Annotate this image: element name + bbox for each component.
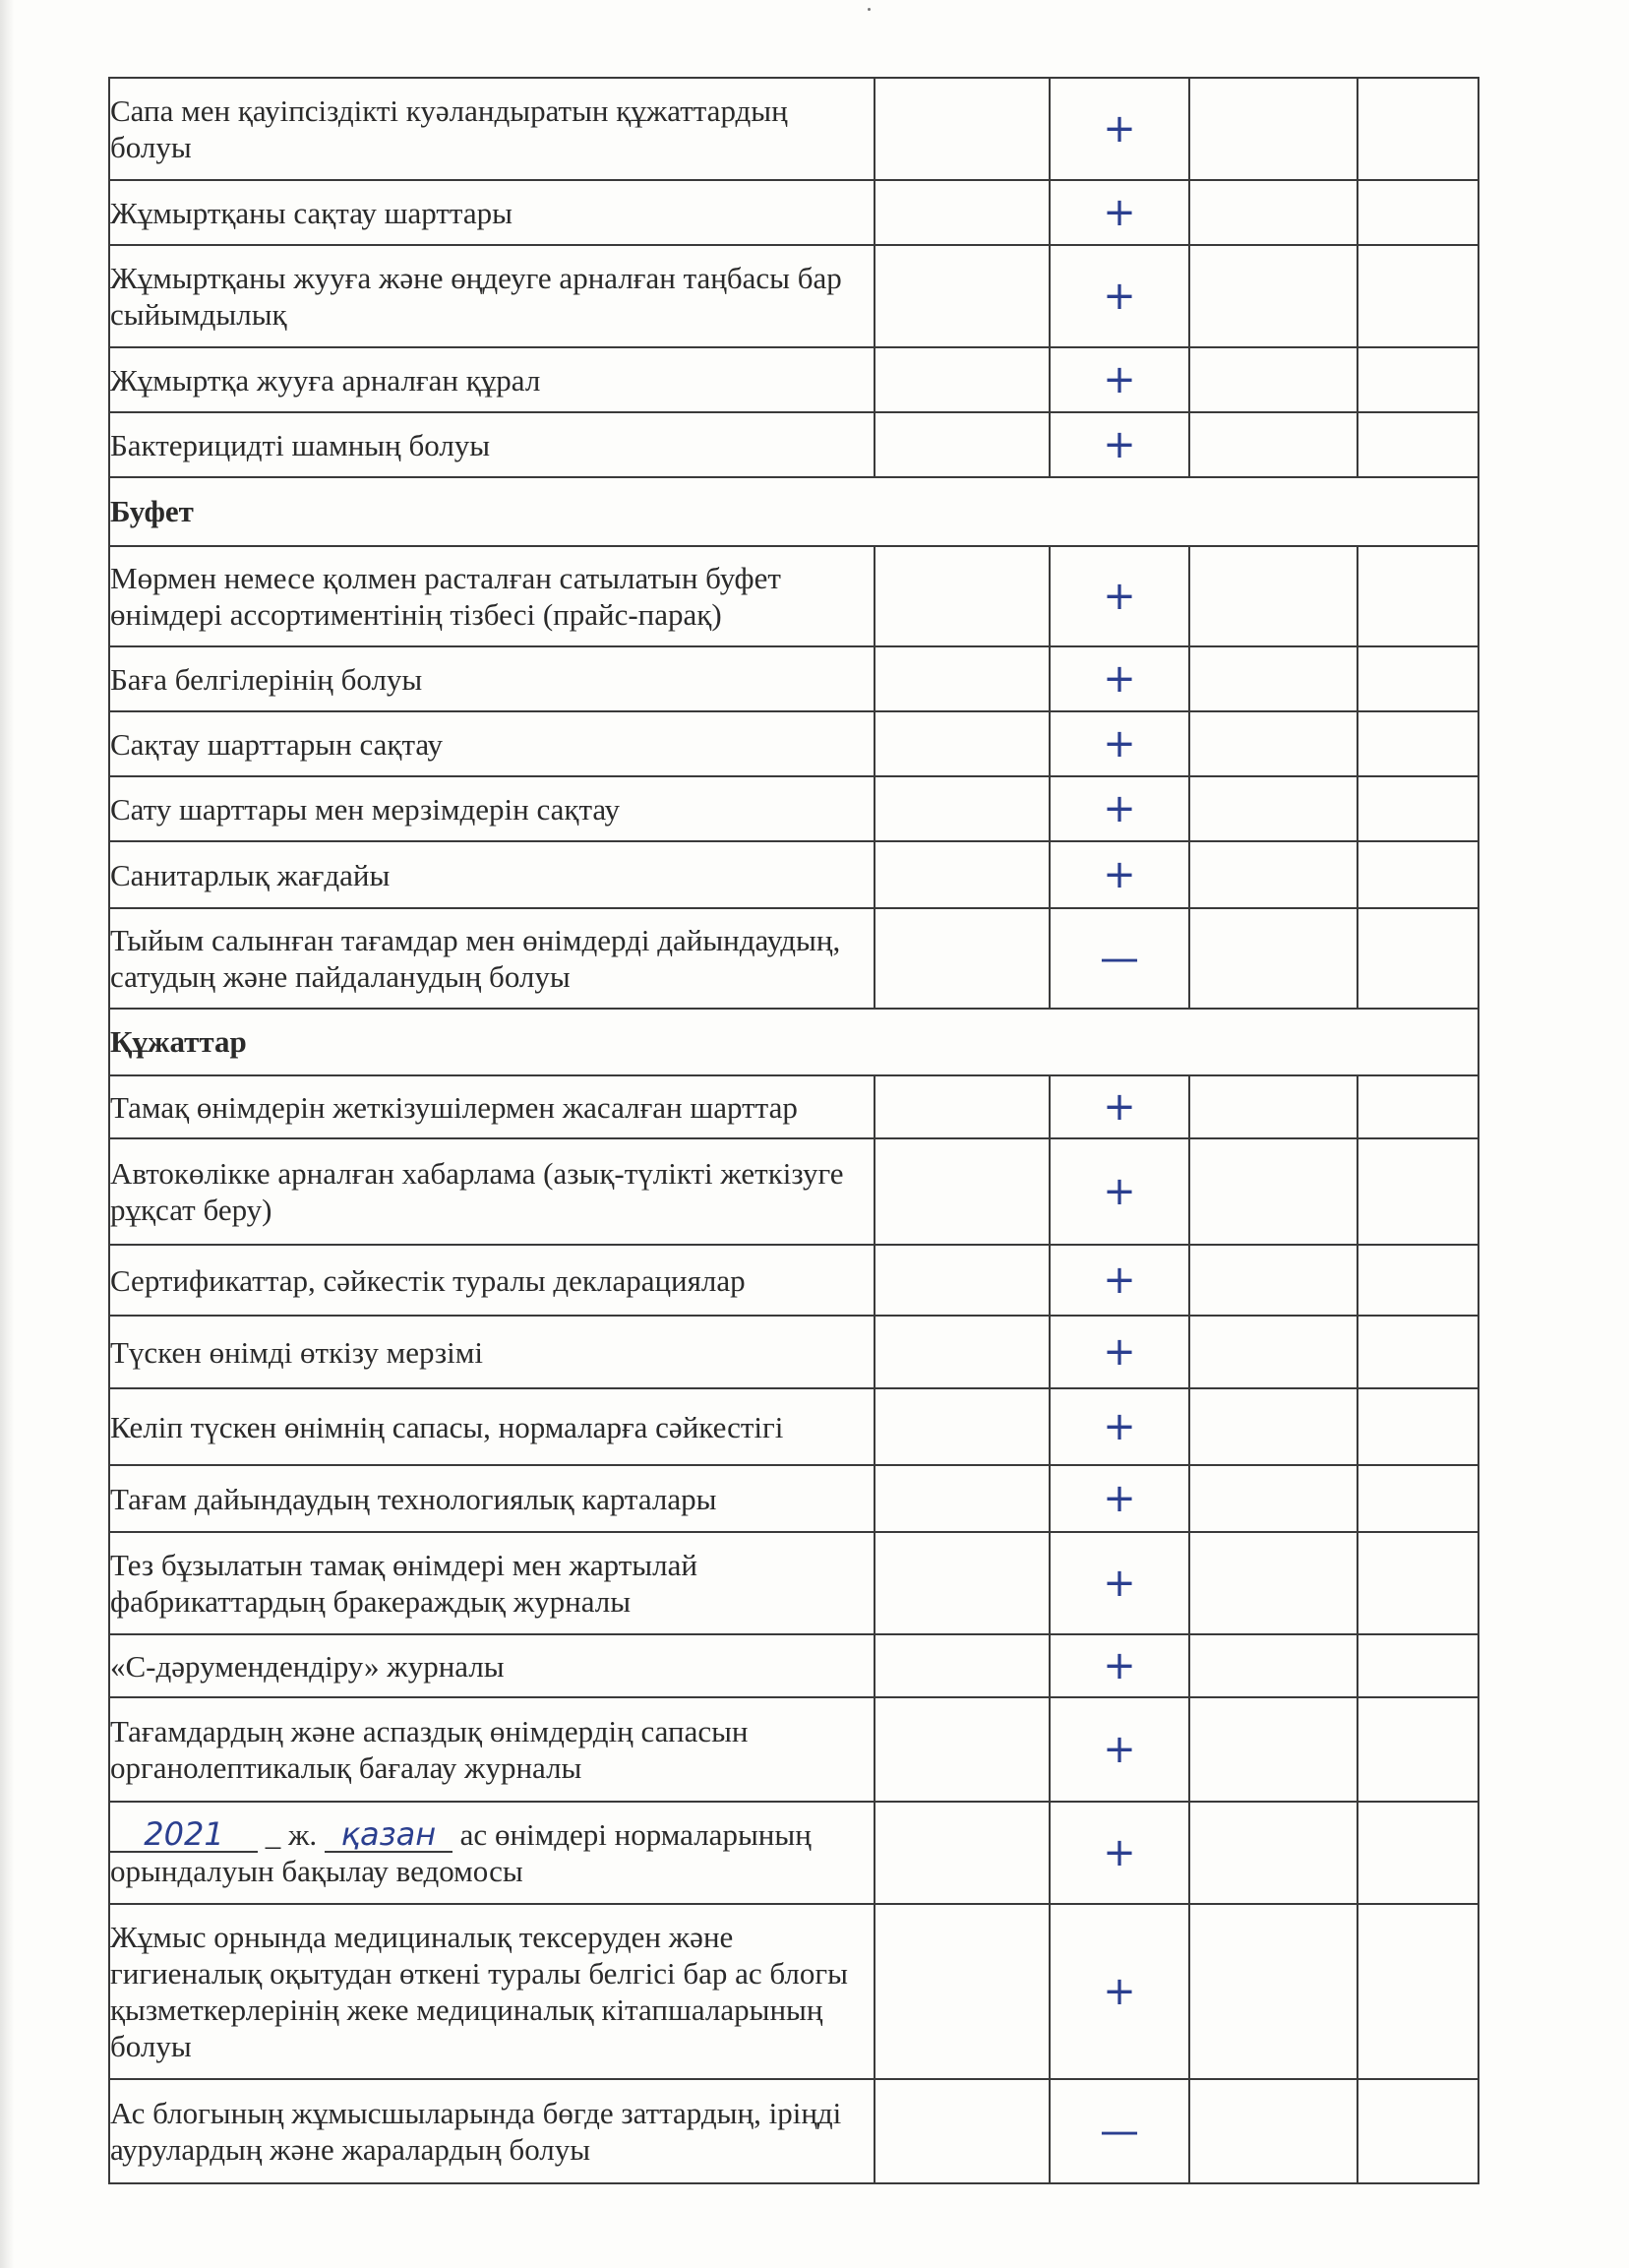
mark-cell [1050,1634,1189,1697]
handwritten-plus-mark: + [1103,1476,1136,1521]
mark-cell [1050,1075,1189,1138]
blank-cell [1189,908,1358,1009]
blank-cell [1189,1634,1358,1697]
blank-cell [1358,841,1478,908]
handwritten-plus-mark: + [1103,1643,1136,1688]
handwritten-plus-mark: + [1103,786,1136,831]
table-row [109,1634,1478,1697]
blank-cell [1189,1802,1358,1904]
mark-cell [1050,1138,1189,1245]
table-row [109,1532,1478,1634]
blank-cell [1189,1075,1358,1138]
table-row [109,711,1478,776]
blank-cell [1189,78,1358,180]
table-row [109,347,1478,412]
blank-cell [875,908,1050,1009]
blank-cell [1358,412,1478,477]
mark-cell [1050,1316,1189,1388]
blank-cell [1358,1138,1478,1245]
year-blank [110,1815,258,1853]
table-row [109,1245,1478,1316]
blank-cell [875,646,1050,711]
mark-cell [1050,841,1189,908]
blank-cell [875,1697,1050,1802]
blank-cell [875,180,1050,245]
table-row [109,776,1478,841]
blank-cell [875,1532,1050,1634]
table-row [109,1138,1478,1245]
handwritten-plus-mark: + [1103,1561,1136,1606]
mark-cell [1050,776,1189,841]
item-label: Жұмыртқаны сақтау шарттары [109,180,875,245]
scan-speck [868,8,871,11]
table-row [109,1697,1478,1802]
handwritten-dash-mark: — [1100,936,1139,981]
handwritten-plus-mark: + [1103,190,1136,235]
table-row [109,2079,1478,2183]
blank-cell [1358,1075,1478,1138]
handwritten-plus-mark: + [1103,656,1136,702]
month-blank [325,1815,452,1853]
item-label: Келіп түскен өнімнің сапасы, нормаларға сәйкестігі [109,1388,875,1465]
blank-cell [875,2079,1050,2183]
table-row [109,245,1478,347]
item-label: Тағамдардың және аспаздық өнімдердің сапасын органолептикалық бағалау журналы [109,1697,875,1802]
blank-cell [1358,711,1478,776]
handwritten-plus-mark: + [1103,422,1136,467]
blank-cell [875,412,1050,477]
handwritten-plus-mark: + [1103,1727,1136,1772]
blank-cell [1189,2079,1358,2183]
blank-cell [875,1634,1050,1697]
section-heading: Буфет [109,477,1478,546]
item-label: Сақтау шарттарын сақтау [109,711,875,776]
handwritten-plus-mark: + [1103,1969,1136,2014]
blank-cell [1189,347,1358,412]
blank-cell [1358,776,1478,841]
table-row [109,180,1478,245]
item-label [109,1802,875,1904]
blank-cell [1189,1465,1358,1532]
mark-cell [1050,711,1189,776]
blank-cell [1189,841,1358,908]
handwritten-plus-mark: + [1103,852,1136,897]
blank-cell [875,78,1050,180]
blank-cell [1189,1904,1358,2079]
blank-cell [875,776,1050,841]
table-row [109,1465,1478,1532]
blank-cell [1358,908,1478,1009]
item-label: Жұмыртқа жууға арналған құрал [109,347,875,412]
blank-cell [1189,1138,1358,1245]
mark-cell [1050,908,1189,1009]
blank-cell [1358,78,1478,180]
item-label: Сертификаттар, сәйкестік туралы декларациялар [109,1245,875,1316]
table-row [109,1904,1478,2079]
item-label: Ас блогының жұмысшыларында бөгде заттардың, іріңді аурулардың және жаралардың болуы [109,2079,875,2183]
handwritten-year: 2021 [144,1815,224,1853]
mark-cell [1050,180,1189,245]
blank-cell [1358,1388,1478,1465]
table-row [109,841,1478,908]
blank-cell [1358,347,1478,412]
item-label: «С-дәрумендендіру» журналы [109,1634,875,1697]
blank-cell [875,245,1050,347]
blank-cell [1358,180,1478,245]
handwritten-plus-mark: + [1103,1257,1136,1303]
handwritten-plus-mark: + [1103,1084,1136,1130]
item-label: Баға белгілерінің болуы [109,646,875,711]
table-row [109,1075,1478,1138]
blank-cell [1358,1904,1478,2079]
blank-cell [875,546,1050,646]
mark-cell [1050,347,1189,412]
blank-cell [1189,412,1358,477]
mark-cell [1050,1245,1189,1316]
item-label: Тыйым салынған тағамдар мен өнімдерді дайындаудың, сатудың және пайдаланудың болуы [109,908,875,1009]
item-label: Тамақ өнімдерін жеткізушілермен жасалған шарттар [109,1075,875,1138]
table-row [109,646,1478,711]
handwritten-plus-mark: + [1103,1404,1136,1449]
blank-cell [1189,646,1358,711]
blank-cell [1358,1245,1478,1316]
mark-cell [1050,1904,1189,2079]
handwritten-dash-mark: — [1100,2109,1139,2154]
mark-cell [1050,2079,1189,2183]
blank-cell [1189,776,1358,841]
handwritten-plus-mark: + [1103,1169,1136,1214]
table-row [109,1802,1478,1904]
table-row [109,78,1478,180]
blank-cell [875,1802,1050,1904]
blank-cell [875,1075,1050,1138]
blank-cell [1358,2079,1478,2183]
mark-cell [1050,1532,1189,1634]
handwritten-plus-mark: + [1103,106,1136,152]
blank-cell [875,1138,1050,1245]
blank-cell [1358,1697,1478,1802]
mark-cell [1050,245,1189,347]
item-label: Жұмыс орнында медициналық тексеруден және гигиеналық оқытудан өткені туралы белгісі бар ас блогы қызметкерлерінің жеке медициналық кітапшаларының болуы [109,1904,875,2079]
item-label: Сату шарттары мен мерзімдерін сақтау [109,776,875,841]
handwritten-plus-mark: + [1103,1329,1136,1375]
blank-cell [875,1465,1050,1532]
blank-cell [875,347,1050,412]
blank-cell [875,711,1050,776]
inspection-checklist-table [108,77,1479,2184]
blank-cell [1189,180,1358,245]
item-label: Тез бұзылатын тамақ өнімдері мен жартылай фабрикаттардың бракераждық журналы [109,1532,875,1634]
section-row [109,1009,1478,1075]
table-row [109,908,1478,1009]
blank-cell [1358,245,1478,347]
item-label: Автокөлікке арналған хабарлама (азық-түлікті жеткізуге рұқсат беру) [109,1138,875,1245]
blank-cell [1189,1316,1358,1388]
blank-cell [1189,546,1358,646]
blank-cell [1189,711,1358,776]
mark-cell [1050,1465,1189,1532]
section-heading: Құжаттар [109,1009,1478,1075]
year-suffix-text: ж. [288,1817,318,1852]
item-label: Санитарлық жағдайы [109,841,875,908]
blank-cell [1358,546,1478,646]
item-label: Түскен өнімді өткізу мерзімі [109,1316,875,1388]
item-label: Сапа мен қауіпсіздікті куәландыратын құжаттардың болуы [109,78,875,180]
vedomost-label-text: ас өнімдері нормаларының орындалуын бақылау ведомосы [110,1817,812,1888]
blank-cell [875,841,1050,908]
blank-cell [1358,1532,1478,1634]
table-row [109,546,1478,646]
page-edge-shadow [0,0,14,2268]
blank-separator: _ [265,1817,281,1852]
handwritten-plus-mark: + [1103,357,1136,402]
mark-cell [1050,1697,1189,1802]
table-row [109,1316,1478,1388]
table-row [109,1388,1478,1465]
blank-cell [1358,1634,1478,1697]
blank-cell [875,1245,1050,1316]
blank-cell [875,1388,1050,1465]
handwritten-plus-mark: + [1103,274,1136,319]
checklist-body [109,78,1478,2183]
blank-cell [1358,646,1478,711]
item-label: Тағам дайындаудың технологиялық карталары [109,1465,875,1532]
table-row [109,412,1478,477]
blank-cell [1358,1802,1478,1904]
handwritten-month: қазан [340,1815,437,1853]
mark-cell [1050,1388,1189,1465]
handwritten-plus-mark: + [1103,574,1136,619]
item-label: Бактерицидті шамның болуы [109,412,875,477]
mark-cell [1050,546,1189,646]
handwritten-plus-mark: + [1103,721,1136,766]
handwritten-plus-mark: + [1103,1830,1136,1875]
mark-cell [1050,1802,1189,1904]
mark-cell [1050,646,1189,711]
item-label: Мөрмен немесе қолмен расталған сатылатын буфет өнімдері ассортиментінің тізбесі (прайс-парақ) [109,546,875,646]
blank-cell [1358,1465,1478,1532]
blank-cell [1189,1697,1358,1802]
blank-cell [875,1904,1050,2079]
blank-cell [1358,1316,1478,1388]
blank-cell [1189,1532,1358,1634]
mark-cell [1050,78,1189,180]
mark-cell [1050,412,1189,477]
blank-cell [1189,245,1358,347]
blank-cell [875,1316,1050,1388]
blank-cell [1189,1245,1358,1316]
blank-cell [1189,1388,1358,1465]
section-row [109,477,1478,546]
item-label: Жұмыртқаны жууға және өңдеуге арналған таңбасы бар сыйымдылық [109,245,875,347]
